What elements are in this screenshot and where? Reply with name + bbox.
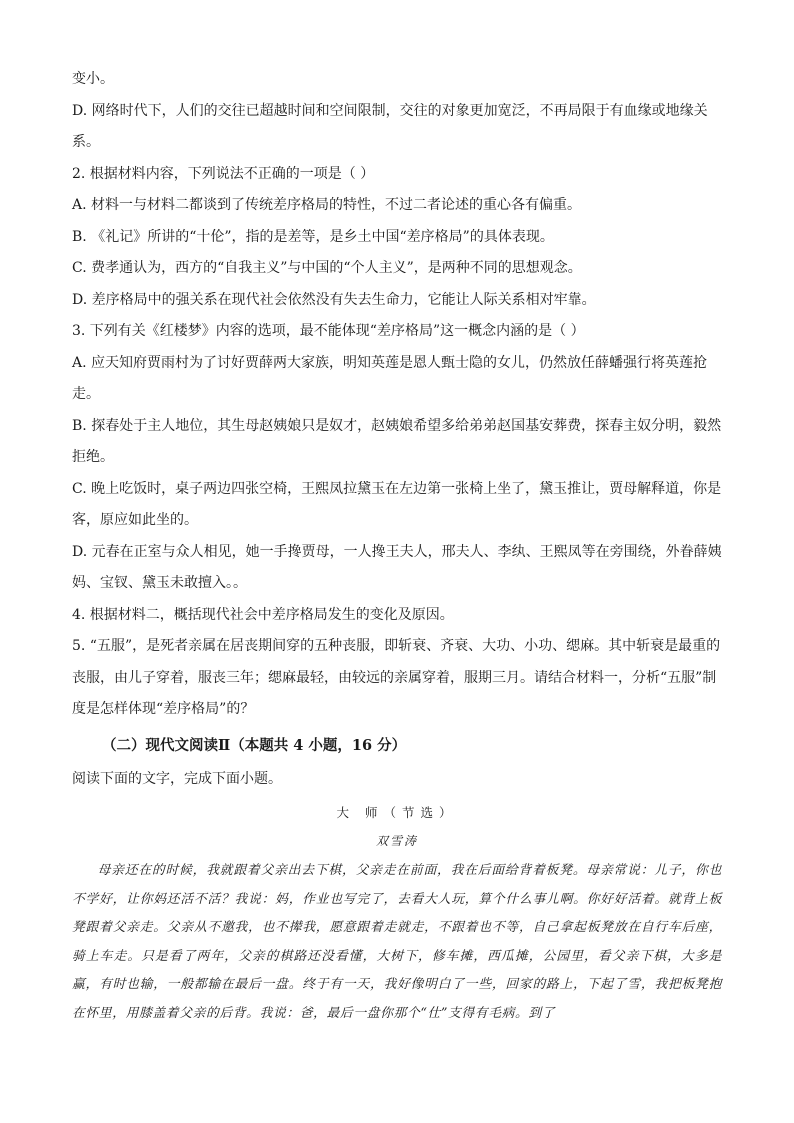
question-3-option-c: C. 晚上吃饭时，桌子两边四张空椅，王熙凤拉黛玉在左边第一张椅上坐了，黛玉推让，贾母解释道，你是客，原应如此坐的。	[72, 480, 722, 528]
question-2-option-c: C. 费孝通认为，西方的“自我主义”与中国的“个人主义”，是两种不同的思想观念。	[72, 260, 582, 276]
text-line-continuation: 变小。	[72, 71, 114, 87]
page-content	[72, 64, 722, 1028]
option-d-q1: D. 网络时代下，人们的交往已超越时间和空间限制，交往的对象更加宽泛，不再局限于有血缘或地缘关系。	[72, 102, 708, 150]
reading-instruction: 阅读下面的文字，完成下面小题。	[72, 770, 282, 787]
question-5: 5. “五服”，是死者亲属在居丧期间穿的五种丧服，即斩衰、齐衰、大功、小功、缌麻。其中斩衰是最重的丧服，由儿子穿着，服丧三年；缌麻最轻，由较远的亲属穿着，服期三月。请结合材料一，分析“五服”制度是怎样体现“差序格局”的？	[72, 638, 721, 717]
question-2-option-b: B. 《礼记》所讲的“十伦”，指的是差等，是乡土中国“差序格局”的具体表现。	[72, 228, 554, 245]
question-2: 2. 根据材料内容，下列说法不正确的一项是（ ）	[72, 165, 375, 182]
question-2-option-d: D. 差序格局中的强关系在现代社会依然没有失去生命力，它能让人际关系相对牢靠。	[72, 291, 596, 308]
story-paragraph: 母亲还在的时候，我就跟着父亲出去下棋，父亲走在前面，我在后面给背着板凳。母亲常说：儿子，你也不学好，让你妈还活不活？我说：妈，作业也写完了，去看大人玩，算个什么事儿啊。你好好活着。就背上板凳跟着父亲走。父亲从不邀我，也不撵我，愿意跟着走就走，不跟着也不等，自己拿起板凳放在自行车后座，骑上车走。只是看了两年，父亲的棋路还没看懂，大树下，修车摊，西瓜摊，公园里，看父亲下棋，大多是赢，有时也输，一般都输在最后一盘。终于有一天，我好像明白了一些，回家的路上，下起了雪，我把板凳抱在怀里，用膝盖着父亲的后背。我说：爸，最后一盘你那个“仕”支得有毛病。到了	[72, 863, 722, 1021]
question-2-option-a: A. 材料一与材料二都谈到了传统差序格局的特性，不过二者论述的重心各有偏重。	[72, 197, 582, 213]
question-4: 4. 根据材料二，概括现代社会中差序格局发生的变化及原因。	[72, 606, 454, 623]
story-author: 双雪涛	[375, 834, 418, 848]
question-3-option-d: D. 元春在正室与众人相见，她一手搀贾母，一人搀王夫人，邢夫人、李纨、王熙凤等在旁围绕，外眷薛姨妈、宝钗、黛玉未敢擅入。。	[72, 543, 722, 591]
question-3-option-b: B. 探春处于主人地位，其生母赵姨娘只是奴才，赵姨娘希望多给弟弟赵国基安葬费，探春主奴分明，毅然拒绝。	[72, 417, 722, 465]
question-3-option-a: A. 应天知府贾雨村为了讨好贾薛两大家族，明知英莲是恩人甄士隐的女儿，仍然放任薛蟠强行将英莲抢走。	[72, 354, 708, 402]
question-3: 3. 下列有关《红楼梦》内容的选项，最不能体现“差序格局”这一概念内涵的是（ ）	[72, 323, 585, 339]
section-heading: （二）现代文阅读Ⅱ（本题共 4 小题，16 分）	[102, 736, 407, 754]
story-title: 大 师（节选）	[336, 805, 458, 820]
